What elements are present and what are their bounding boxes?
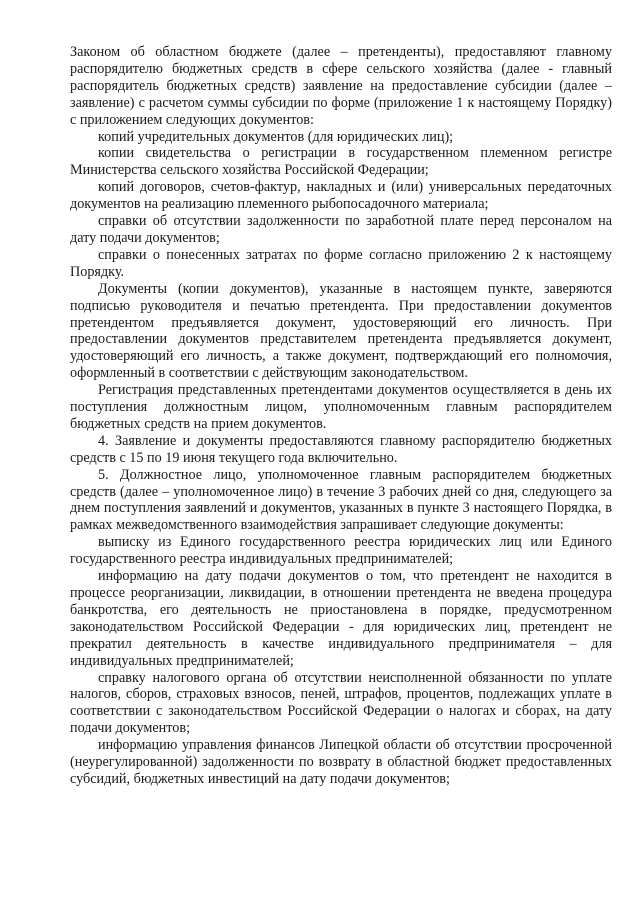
list-item-tax-certificate: справку налогового органа об отсутствии неисполненной обязанности по уплате налогов, сборов, страховых взносов, пеней, штрафов, процентов, подлежащих уплате в соответствии с законодательством Российской Федерации о налогах и сборах, на дату подачи документов; [70,669,612,737]
list-item-expenses-certificate: справки о понесенных затратах по форме согласно приложению 2 к настоящему Порядку. [70,246,612,280]
paragraph-intro: Законом об областном бюджете (далее – претенденты), предоставляют главному распорядителю бюджетных средств в сфере сельского хозяйства (далее - главный распорядитель бюджетных средств) заявление на предоставление субсидии (далее – заявление) с расчетом суммы субсидии по форме (приложение 1 к настоящему Порядку) с приложением следующих документов: [70,44,612,128]
list-item-contracts-invoices: копий договоров, счетов-фактур, накладных и (или) универсальных передаточных документов на реализацию племенного рыбопосадочного материала; [70,179,612,213]
list-item-reorganization-info: информацию на дату подачи документов о том, что претендент не находится в процессе реорганизации, ликвидации, в отношении претендента не введена процедура банкротства, его деятельность не приостановлена в порядке, предусмотренном законодательством Российской Федерации - для юридических лиц, претендент не прекратил деятельность в качестве индивидуального предпринимателя – для индивидуальных предпринимателей; [70,568,612,669]
paragraph-clause-5: 5. Должностное лицо, уполномоченное главным распорядителем бюджетных средств (далее – уполномоченное лицо) в течение 3 рабочих дней со дня, следующего за днем поступления заявлений и документов, указанных в пункте 3 настоящего Порядка, в рамках межведомственного взаимодействия запрашивает следующие документы: [70,466,612,534]
list-item-finance-department-info: информацию управления финансов Липецкой области об отсутствии просроченной (неурегулированной) задолженности по возврату в областной бюджет предоставленных субсидий, бюджетных инвестиций на дату подачи документов; [70,737,612,787]
list-item-state-register-extract: выписку из Единого государственного реестра юридических лиц или Единого государственного реестра индивидуальных предпринимателей; [70,534,612,568]
list-item-salary-debt-certificate: справки об отсутствии задолженности по заработной плате перед персоналом на дату подачи документов; [70,213,612,246]
list-item-breeding-register-certificate: копии свидетельства о регистрации в государственном племенном регистре Министерства сельского хозяйства Российской Федерации; [70,145,612,179]
paragraph-clause-4: 4. Заявление и документы предоставляются главному распорядителю бюджетных средств с 15 по 19 июня текущего года включительно. [70,432,612,466]
paragraph-registration: Регистрация представленных претендентами документов осуществляется в день их поступления должностным лицом, уполномоченным главным распорядителем бюджетных средств на прием документов. [70,382,612,432]
list-item-charter-documents: копий учредительных документов (для юридических лиц); [98,128,454,145]
paragraph-document-certification: Документы (копии документов), указанные в настоящем пункте, заверяются подписью руководителя и печатью претендента. При предоставлении документов претендентом предъявляется документ, удостоверяющий его личность. При предоставлении документов представителем претендента предъявляется документ, удостоверяющий его личность, а также документ, подтверждающий его полномочия, оформленный в соответствии с действующим законодательством. [70,280,612,382]
document-body [70,44,612,788]
